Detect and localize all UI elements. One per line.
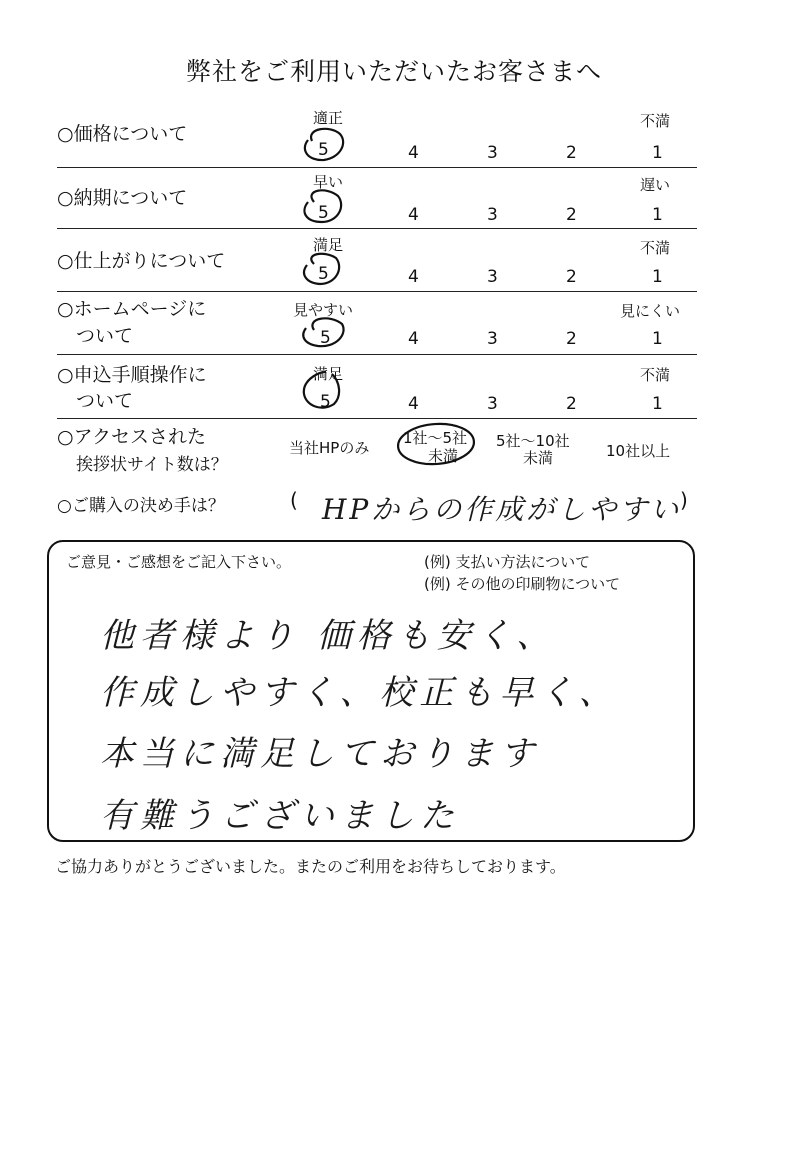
purchase-paren-close: ) <box>680 488 688 512</box>
row-divider <box>57 418 697 419</box>
procedure-option-1[interactable]: 1 <box>652 394 663 414</box>
question-access-label-line1: ○アクセスされた <box>57 426 207 448</box>
finish-low-label: 不満 <box>640 239 671 257</box>
delivery-high-label: 早い <box>313 173 344 191</box>
procedure-high-label: 満足 <box>313 365 344 383</box>
comment-line-2: 作成しやすく、校正も早く、 <box>100 673 619 713</box>
row-divider <box>57 354 697 355</box>
price-option-1[interactable]: 1 <box>652 143 663 163</box>
homepage-high-label: 見やすい <box>293 301 354 319</box>
question-procedure-label-line1: ○申込手順操作に <box>57 364 207 386</box>
question-homepage-label-line1: ○ホームページに <box>57 298 207 320</box>
comments-example-1: (例) 支払い方法について <box>424 553 591 571</box>
price-low-label: 不満 <box>640 112 671 130</box>
purchase-paren-open: ( <box>290 488 298 512</box>
comments-example-2: (例) その他の印刷物について <box>424 575 621 593</box>
delivery-option-4[interactable]: 4 <box>408 205 419 225</box>
access-option-1-5-line2[interactable]: 未満 <box>428 447 459 465</box>
delivery-option-1[interactable]: 1 <box>652 205 663 225</box>
row-divider <box>57 167 697 168</box>
access-option-10-plus[interactable]: 10社以上 <box>606 442 671 460</box>
homepage-option-1[interactable]: 1 <box>652 329 663 349</box>
delivery-low-label: 遅い <box>640 176 671 194</box>
finish-high-label: 満足 <box>313 236 344 254</box>
homepage-option-2[interactable]: 2 <box>566 329 577 349</box>
finish-option-3[interactable]: 3 <box>487 267 498 287</box>
row-divider <box>57 291 697 292</box>
delivery-option-2[interactable]: 2 <box>566 205 577 225</box>
comment-line-4: 有難うございました <box>100 796 460 836</box>
finish-option-1[interactable]: 1 <box>652 267 663 287</box>
question-purchase-label: ○ご購入の決め手は？ <box>57 496 225 516</box>
procedure-option-3[interactable]: 3 <box>487 394 498 414</box>
procedure-option-2[interactable]: 2 <box>566 394 577 414</box>
comments-prompt: ご意見・ご感想をご記入下さい。 <box>66 553 292 571</box>
access-option-hp-only[interactable]: 当社HPのみ <box>289 439 370 457</box>
procedure-low-label: 不満 <box>640 366 671 384</box>
access-option-5-10-line1[interactable]: 5社～10社 <box>496 432 570 450</box>
comment-line-3: 本当に満足しております <box>100 734 540 774</box>
footer-thanks: ご協力ありがとうございました。またのご利用をお待ちしております。 <box>55 857 566 876</box>
procedure-option-5[interactable]: 5 <box>320 392 331 412</box>
delivery-option-5[interactable]: 5 <box>318 203 329 223</box>
finish-option-5[interactable]: 5 <box>318 264 329 284</box>
access-option-1-5-line1[interactable]: 1社～5社 <box>403 429 468 447</box>
row-divider <box>57 228 697 229</box>
page-title: 弊社をご利用いただいたお客さまへ <box>185 57 602 86</box>
homepage-low-label: 見にくい <box>620 302 681 320</box>
finish-option-4[interactable]: 4 <box>408 267 419 287</box>
price-option-4[interactable]: 4 <box>408 143 419 163</box>
homepage-option-4[interactable]: 4 <box>408 329 419 349</box>
price-option-5[interactable]: 5 <box>318 140 329 160</box>
question-procedure-label-line2: ついて <box>76 390 134 412</box>
purchase-answer-handwritten[interactable]: HPからの作成がしやすい <box>322 493 682 526</box>
question-finish-label: ○仕上がりについて <box>57 250 226 272</box>
finish-option-2[interactable]: 2 <box>566 267 577 287</box>
price-option-3[interactable]: 3 <box>487 143 498 163</box>
delivery-option-3[interactable]: 3 <box>487 205 498 225</box>
homepage-option-3[interactable]: 3 <box>487 329 498 349</box>
access-option-5-10-line2[interactable]: 未満 <box>523 449 554 467</box>
question-price-label: ○価格について <box>57 123 188 145</box>
price-option-2[interactable]: 2 <box>566 143 577 163</box>
question-access-label-line2: 挨拶状サイト数は？ <box>76 455 228 475</box>
procedure-option-4[interactable]: 4 <box>408 394 419 414</box>
price-high-label: 適正 <box>313 109 344 127</box>
question-homepage-label-line2: ついて <box>76 325 134 347</box>
comment-line-1: 他者様より 価格も安く、 <box>100 616 557 656</box>
homepage-option-5[interactable]: 5 <box>320 328 331 348</box>
question-delivery-label: ○納期について <box>57 187 188 209</box>
